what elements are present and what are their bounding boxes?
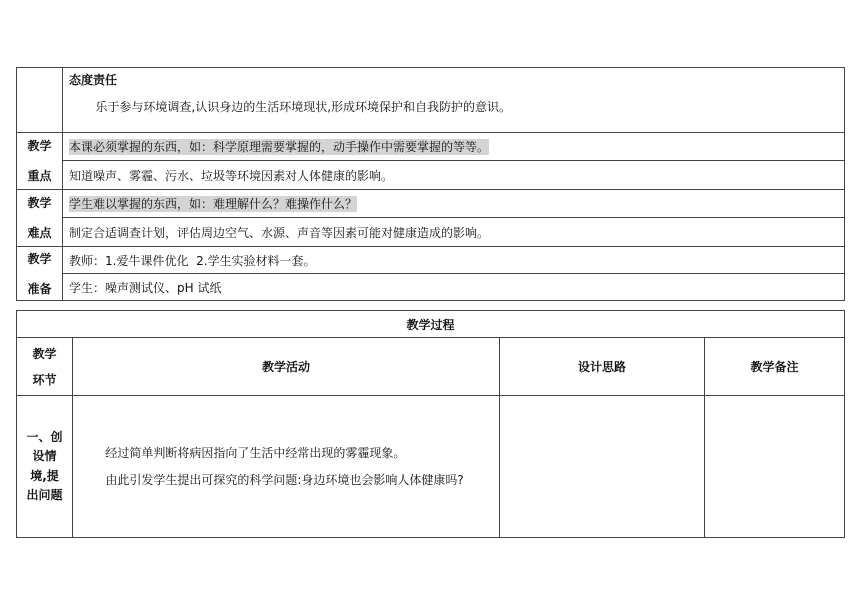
key-points-row-2: [17, 161, 845, 190]
process-title-row: [17, 311, 845, 338]
difficult-points-label-line-2: 难点: [27, 226, 52, 240]
stage-header-line-2: 环节: [32, 372, 57, 387]
activity-1-para-2: 由此引发学生提出可探究的科学问题:身边环境也会影响人体健康吗?: [105, 472, 464, 487]
preparation-label-line-1: 教学: [27, 251, 52, 266]
attitude-text: 乐于参与环境调查,认识身边的生活环境现状,形成环境保护和自我防护的意识。: [95, 100, 512, 114]
difficult-points-line-1: 学生难以掌握的东西，如：难理解什么？难操作什么？: [69, 197, 358, 211]
key-points-line-2: 知道噪声、雾霾、污水、垃圾等环境因素对人体健康的影响。: [63, 161, 845, 190]
activity-1-cell: [73, 396, 500, 538]
key-points-label: [17, 133, 63, 190]
preparation-teacher: 教师：1.爱牛课件优化 2.学生实验材料一套。: [63, 247, 845, 274]
stage-1-label: [17, 396, 73, 538]
difficult-points-row-2: [17, 218, 845, 247]
attitude-row: [17, 68, 845, 133]
activity-header: 教学活动: [73, 338, 500, 396]
process-table: [16, 310, 845, 538]
key-points-label-line-1: 教学: [27, 139, 52, 153]
key-points-line-1: 本课必须掌握的东西，如：科学原理需要掌握的，动手操作中需要掌握的等等。: [69, 140, 490, 154]
preparation-row-1: [17, 247, 845, 274]
attitude-label-cell: [17, 68, 63, 133]
stage-1-line-3: 境,提: [30, 468, 59, 483]
difficult-points-label-line-1: 教学: [27, 196, 52, 210]
preparation-label: [17, 247, 63, 301]
objectives-table: [16, 67, 845, 301]
process-row-1: [17, 396, 845, 538]
difficult-points-label: [17, 190, 63, 247]
stage-1-line-2: 设情: [32, 449, 57, 464]
stage-1-line-1: 一、创: [26, 430, 63, 445]
difficult-points-line-1-cell: [63, 190, 845, 218]
stage-1-line-4: 出问题: [26, 487, 63, 502]
difficult-points-line-2: 制定合适调查计划，评估周边空气、水源、声音等因素可能对健康造成的影响。: [63, 218, 845, 247]
key-points-row-1: [17, 133, 845, 161]
preparation-student: 学生：噪声测试仪、pH 试纸: [63, 274, 845, 301]
activity-1-para-1: 经过简单判断将病因指向了生活中经常出现的雾霾现象。: [105, 445, 406, 460]
notes-1-cell: [705, 396, 845, 538]
design-1-cell: [500, 396, 705, 538]
preparation-row-2: [17, 274, 845, 301]
stage-header-line-1: 教学: [32, 346, 57, 361]
process-title: 教学过程: [17, 311, 845, 338]
stage-header: [17, 338, 73, 396]
key-points-label-line-2: 重点: [27, 169, 52, 183]
design-header: 设计思路: [500, 338, 705, 396]
attitude-cell: [63, 68, 845, 133]
preparation-label-line-2: 准备: [27, 281, 52, 296]
process-header-row: [17, 338, 845, 396]
key-points-line-1-cell: [63, 133, 845, 161]
difficult-points-row-1: [17, 190, 845, 218]
attitude-title: 态度责任: [69, 73, 118, 87]
notes-header: 教学备注: [705, 338, 845, 396]
